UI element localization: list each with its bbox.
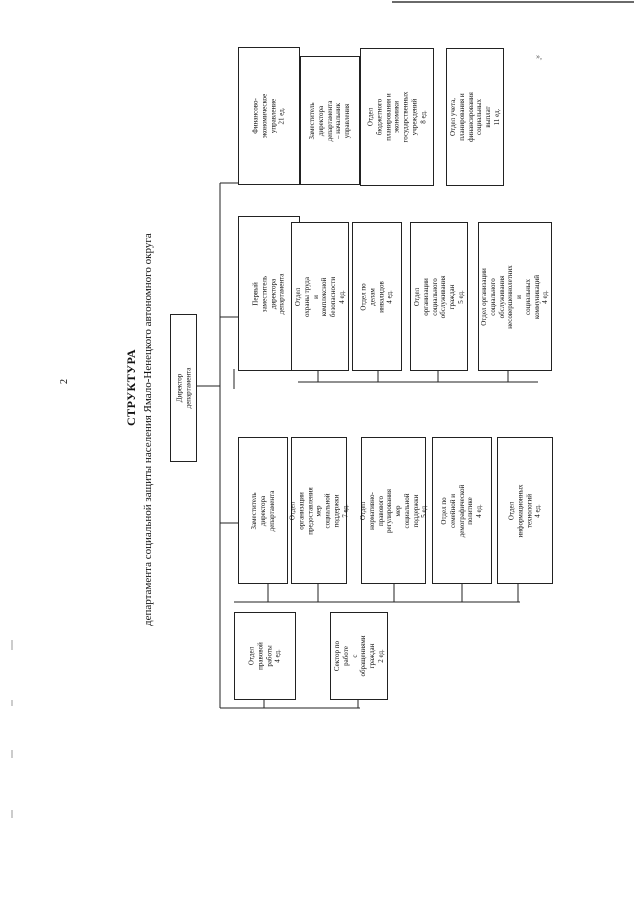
- disabled-affairs-department-label: Отдел по делам инвалидов 4 ед.: [359, 280, 394, 313]
- deputy-head-of-directorate-label: Заместитель директора департамента – начальник управления: [308, 100, 352, 141]
- stray-mark: »,: [536, 52, 542, 61]
- legal-department-label: Отдел правовой работы 4 ед.: [247, 642, 282, 670]
- labor-safety-department-label: Отдел охраны труда и комплексной безопасности 4 ед.: [293, 276, 346, 317]
- chart-title: СТРУКТУРА: [124, 349, 138, 426]
- page-number: 2: [59, 379, 70, 384]
- finance-economic-directorate-label: Финансово-экономическое управление 21 ед.: [251, 93, 286, 139]
- social-payments-accounting-department-box: [446, 48, 504, 186]
- family-demographic-policy-department-box: [432, 437, 492, 584]
- first-deputy-director-label: Первый заместитель директора департамента: [251, 273, 286, 314]
- budget-planning-department-label: Отдел бюджетного планирования и экономики государственных учреждений 8 ед.: [366, 91, 427, 143]
- citizens-appeals-sector-box: [330, 612, 388, 700]
- disabled-affairs-department-box: [352, 222, 402, 371]
- regulatory-department-box: [358, 437, 428, 584]
- deputy-director-box: [238, 437, 288, 584]
- minors-social-service-department-label: Отдел организации социального обслуживания несовершеннолетних и социальных коммуникаций 4 ед.: [480, 264, 550, 329]
- social-service-organization-department-box: [410, 222, 468, 371]
- social-support-measures-department-box: [288, 437, 349, 584]
- citizens-appeals-sector-label: Сектор по работе с обращениями граждан 2 ед.: [332, 635, 385, 677]
- budget-planning-department-box: [360, 48, 434, 186]
- information-technology-department-box: [497, 437, 553, 584]
- regulatory-department-label: Отдел нормативно-правового регулирования мер социальной поддержки 5 ед.: [358, 488, 428, 533]
- director-box: [170, 314, 197, 462]
- family-demographic-policy-department-label: Отдел по семейной и демографической политике 4 ед.: [440, 484, 484, 537]
- social-service-organization-department-label: Отдел организации социального обслуживания граждан 5 ед.: [412, 275, 465, 318]
- legal-department-box: [234, 612, 296, 700]
- social-payments-accounting-department-label: Отдел учета, планирования и финансирования социальных выплат 11 ед.: [448, 92, 501, 142]
- information-technology-department-label: Отдел информационных технологий 4 ед.: [507, 483, 542, 538]
- labor-safety-department-box: [291, 222, 349, 371]
- chart-subtitle: департамента социальной защиты населения Ямало-Ненецкого автономного округа: [142, 233, 154, 626]
- minors-social-service-department-box: [478, 222, 552, 371]
- social-support-measures-department-label: Отдел организации предоставления мер социальной поддержки 7 ед.: [288, 486, 349, 535]
- left-margin-scan-marks: [10, 640, 14, 840]
- deputy-director-label: Заместитель директора департамента: [249, 490, 276, 531]
- finance-economic-directorate-box: [238, 47, 300, 185]
- deputy-head-of-directorate-box: [300, 56, 360, 185]
- director-label: Директор департамента: [174, 367, 192, 409]
